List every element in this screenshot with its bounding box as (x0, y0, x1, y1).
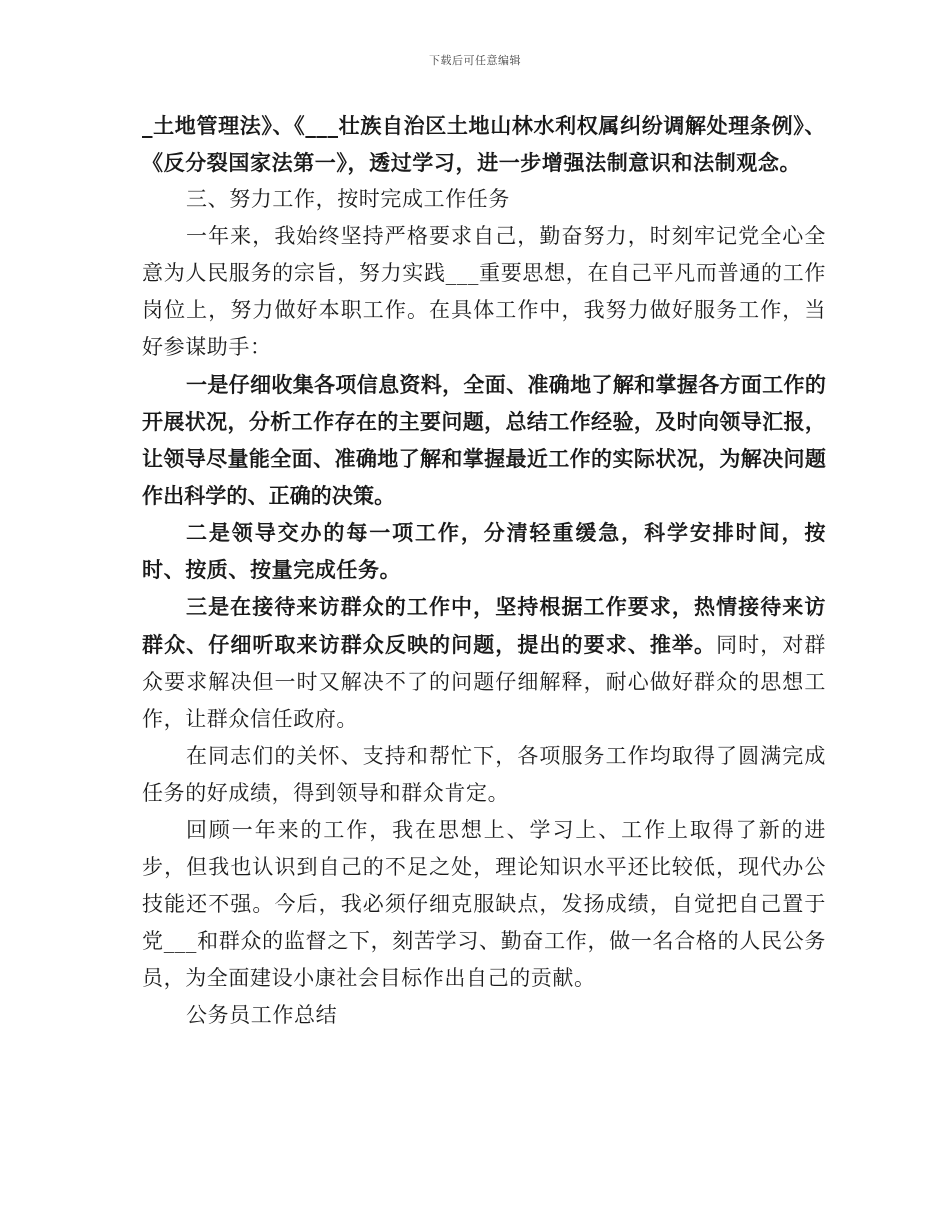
paragraph-year-summary: 一年来，我始终坚持严格要求自己，勤奋努力，时刻牢记党全心全意为人民服务的宗旨，努力实践___重要思想，在自己平凡而普通的工作岗位上，努力做好本职工作。在具体工作中，我努力做好服务工作，当好参谋助手： (142, 224, 826, 359)
page-header-note: 下载后可任意编辑 (429, 54, 521, 67)
document-body (142, 107, 826, 1034)
point-three-normal-text: 同时，对群众要求解决但一时又解决不了的问题仔细解释，耐心做好群众的思想工作，让群众信任政府。 (142, 633, 826, 731)
paragraph-achievements: 在同志们的关怀、支持和帮忙下，各项服务工作均取得了圆满完成任务的好成绩，得到领导和群众肯定。 (142, 744, 826, 805)
paragraph-law-study: _土地管理法》、《___壮族自治区土地山林水利权属纠纷调解处理条例》、《反分裂国家法第一》，透过学习，进一步增强法制意识和法制观念。 (142, 113, 826, 175)
paragraph-review: 回顾一年来的工作，我在思想上、学习上、工作上取得了新的进步，但我也认识到自己的不足之处，理论知识水平还比较低，现代办公技能还不强。今后，我必须仔细克服缺点，发扬成绩，自觉把自己置于党___和群众的监督之下，刻苦学习、勤奋工作，做一名合格的人民公务员，为全面建设小康社会目标作出自己的贡献。 (142, 818, 826, 990)
point-three-bold-text: 三是在接待来访群众的工作中，坚持根据工作要求，热情接待来访群众、仔细听取来访群众反映的问题，提出的要求、推举。 (142, 594, 826, 657)
paragraph-point-three (142, 588, 826, 738)
paragraph-point-two: 二是领导交办的每一项工作，分清轻重缓急，科学安排时间，按时、按质、按量完成任务。 (142, 520, 826, 582)
paragraph-title-next: 公务员工作总结 (186, 1003, 338, 1027)
paragraph-point-one: 一是仔细收集各项信息资料，全面、准确地了解和掌握各方面工作的开展状况，分析工作存在的主要问题，总结工作经验，及时向领导汇报，让领导尽量能全面、准确地了解和掌握最近工作的实际状况，为解决问题作出科学的、正确的决策。 (142, 372, 826, 508)
section-heading-work: 三、努力工作，按时完成工作任务 (186, 187, 510, 211)
